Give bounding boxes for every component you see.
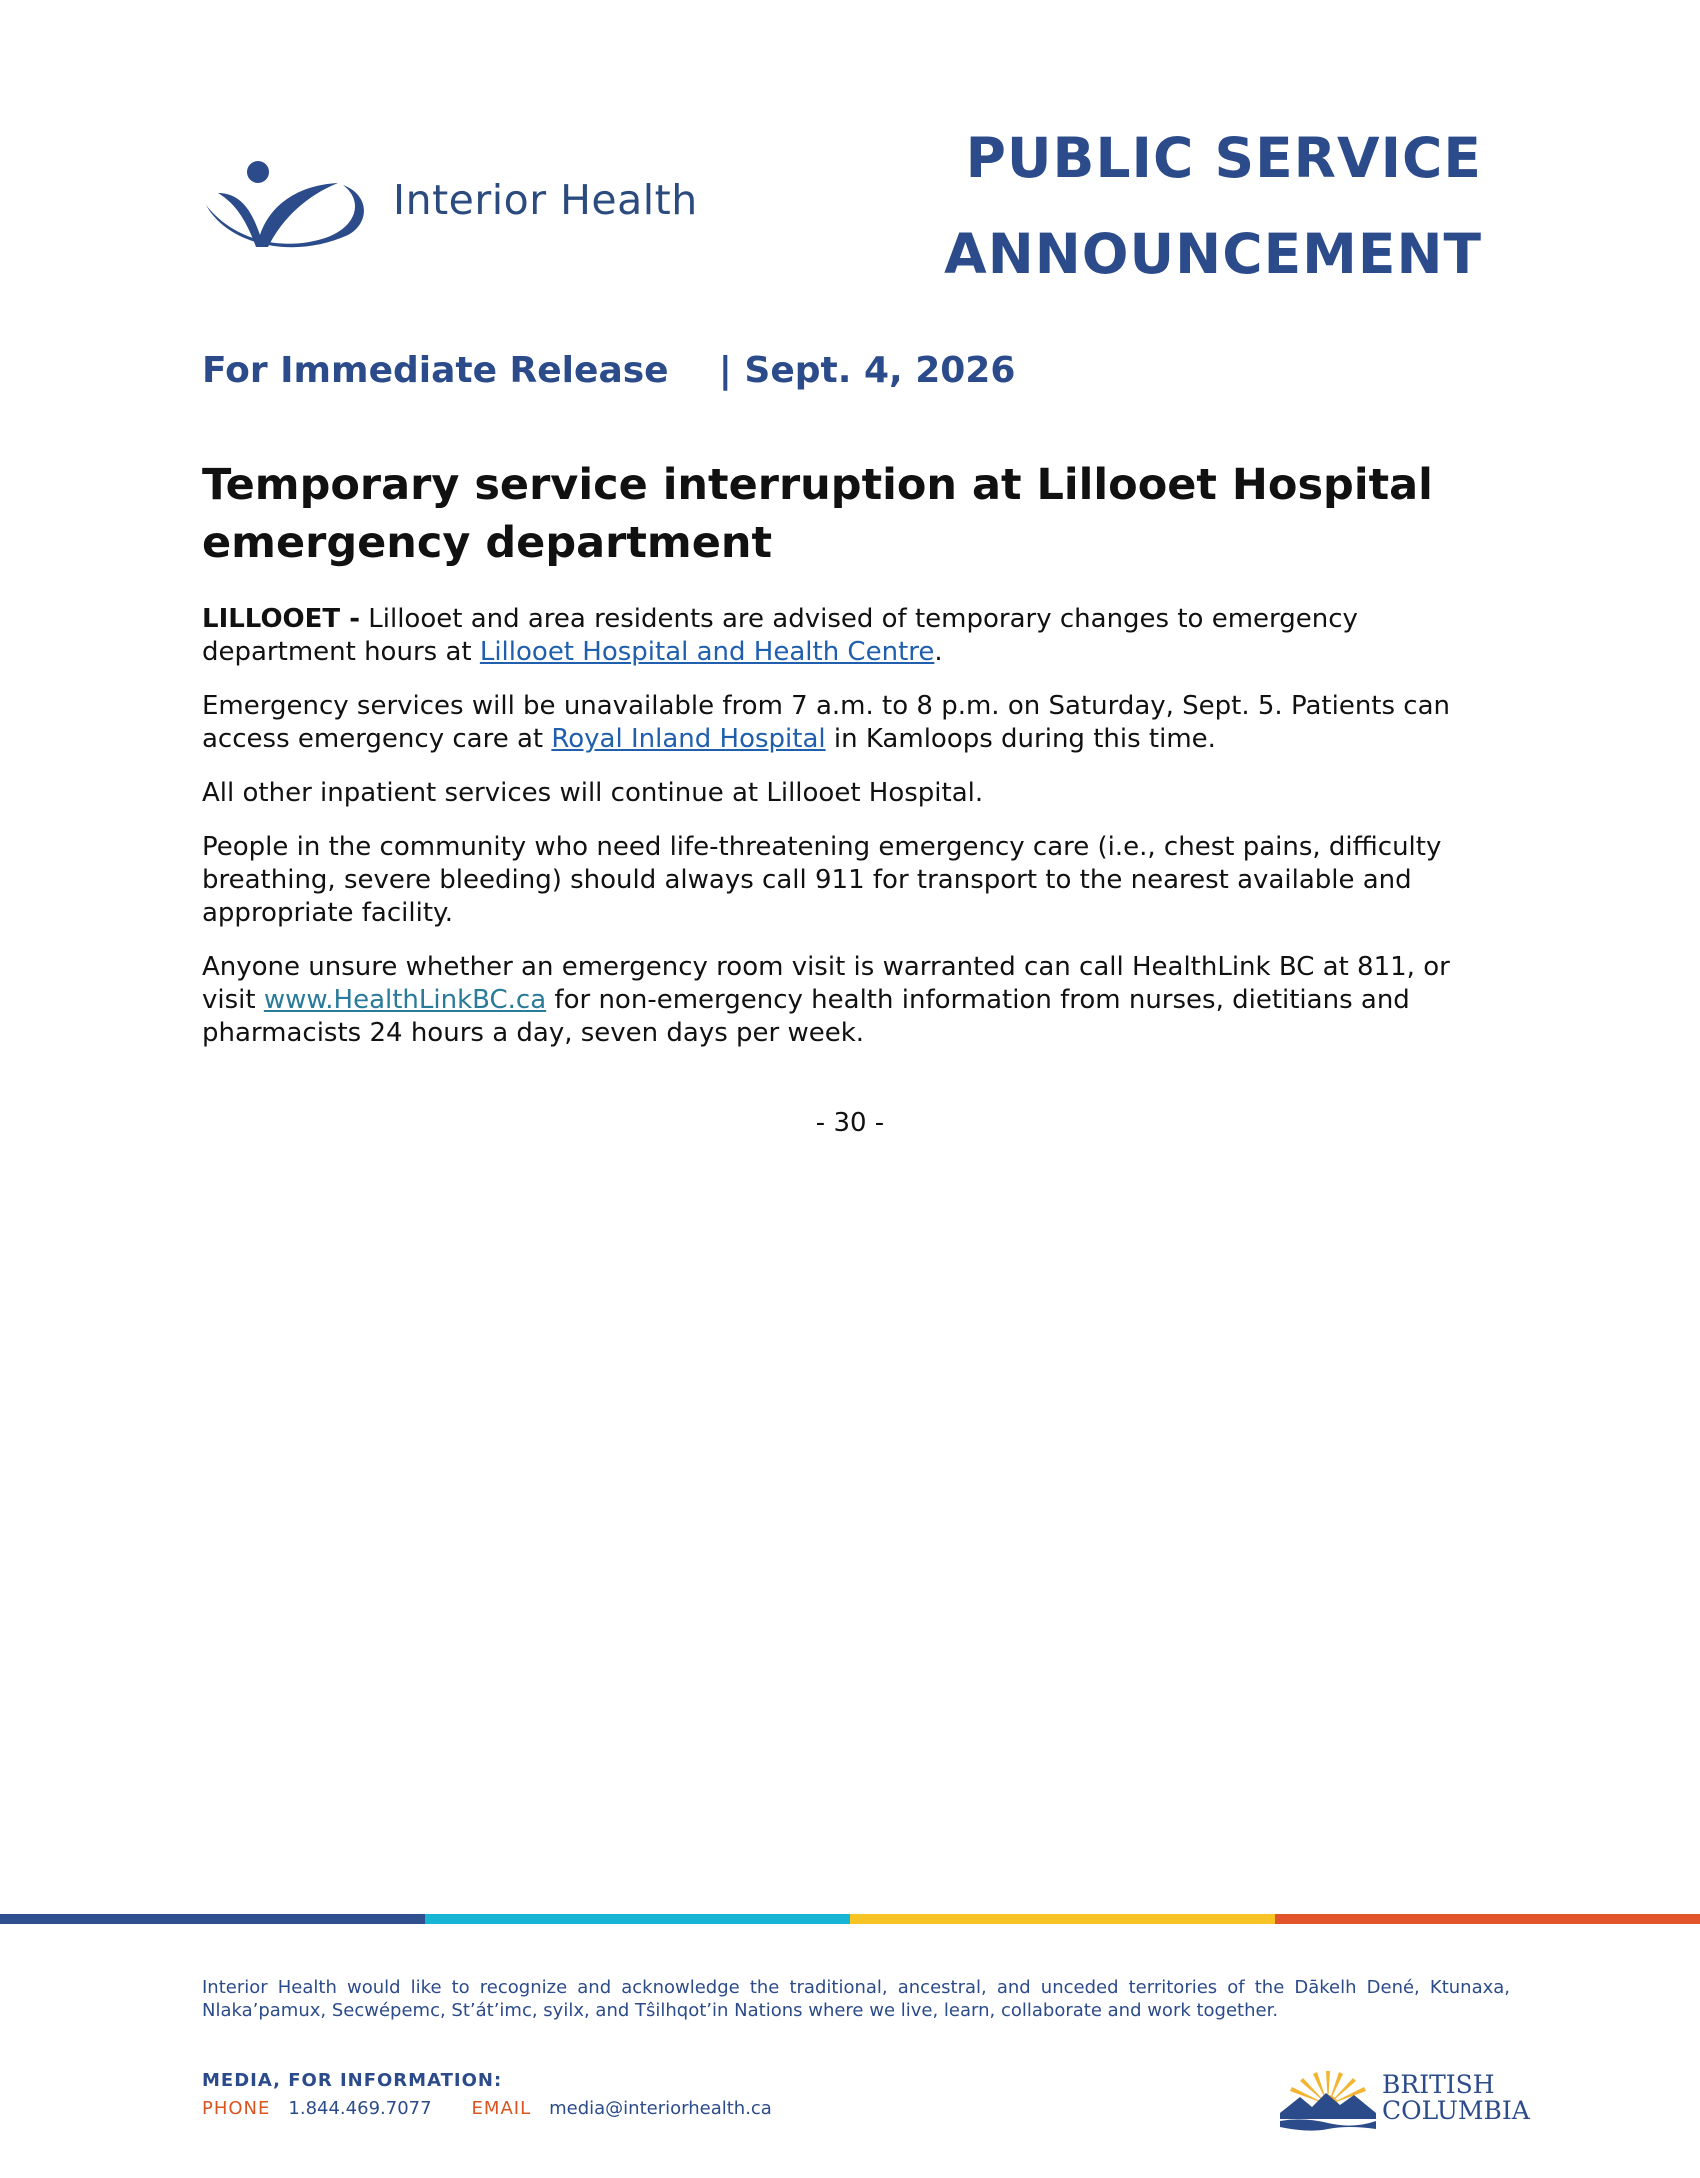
lillooet-hospital-link[interactable]: Lillooet Hospital and Health Centre (479, 637, 935, 667)
stripe-cyan (425, 1914, 850, 1924)
bc-logo-line1: BRITISH (1382, 2070, 1495, 2099)
paragraph-1-text: Lillooet and area residents are advised of temporary changes to emergency department hours at (202, 604, 1358, 667)
paragraph-4: People in the community who need life-threatening emergency care (i.e., chest pains, difficulty breathing, severe bleeding) should always call 911 for transport to the nearest available and appropriate facility. (202, 832, 1442, 928)
paragraph-5-end: for non-emergency health information from nurses, dietitians and pharmacists 24 hours a day, seven days per week. (202, 985, 1410, 1048)
stripe-orange (1275, 1914, 1700, 1924)
logo-org-name: Interior Health (393, 176, 698, 224)
media-contact-line (202, 2098, 772, 2119)
article-body (202, 603, 1502, 1071)
email-label: EMAIL (471, 2098, 532, 2119)
headline (202, 456, 1502, 572)
paragraph-1 (202, 603, 1502, 669)
dateline: LILLOOET - (202, 604, 360, 634)
paragraph-2 (202, 690, 1502, 756)
media-contact-label: MEDIA, FOR INFORMATION: (202, 2070, 503, 2091)
announcement-title-line2: ANNOUNCEMENT (944, 222, 1482, 286)
paragraph-2-text: Emergency services will be unavailable from 7 a.m. to 8 p.m. on Saturday, Sept. 5. Patients can access emergency care at (202, 691, 1451, 754)
bc-sun-mountain-icon (1278, 2063, 1378, 2133)
release-date: Sept. 4, 2026 (744, 350, 1016, 391)
end-mark: - 30 - (815, 1108, 885, 1138)
bc-logo-text (1382, 2072, 1530, 2124)
phone-number: 1.844.469.7077 (288, 2098, 432, 2119)
paragraph-1-end: . (934, 637, 943, 667)
healthlinkbc-link[interactable]: www.HealthLinkBC.ca (263, 985, 547, 1015)
phone-label: PHONE (202, 2098, 271, 2119)
release-separator: | (718, 350, 732, 391)
headline-line1: Temporary service interruption at Lillooet Hospital (202, 460, 1433, 510)
release-line (202, 350, 1015, 391)
land-acknowledgement: Interior Health would like to recognize and acknowledge the traditional, ancestral, and unceded territories of the Dākelh Dené, Ktunaxa, Nlaka’pamux, Secwépemc, St’át’imc, syilx, and Tŝilhqot’in Nations where we live, learn, collaborate and work together. (202, 1977, 1510, 2021)
royal-inland-hospital-link[interactable]: Royal Inland Hospital (551, 724, 826, 754)
paragraph-5 (202, 951, 1502, 1050)
release-label: For Immediate Release (202, 350, 669, 391)
headline-line2: emergency department (202, 518, 773, 568)
paragraph-3: All other inpatient services will continue at Lillooet Hospital. (202, 778, 984, 808)
color-stripe-divider (0, 1914, 1700, 1924)
announcement-title (944, 110, 1482, 302)
bc-logo-line2: COLUMBIA (1382, 2096, 1530, 2125)
interior-health-logo (198, 155, 698, 265)
british-columbia-logo (1278, 2058, 1538, 2138)
paragraph-2-end: in Kamloops during this time. (825, 724, 1216, 754)
email-address[interactable]: media@interiorhealth.ca (549, 2098, 772, 2119)
stripe-blue (0, 1914, 425, 1924)
announcement-title-line1: PUBLIC SERVICE (965, 126, 1482, 190)
paragraph-5-text: Anyone unsure whether an emergency room visit is warranted can call HealthLink BC at 811, or visit (202, 952, 1450, 1015)
interior-health-emblem-icon (198, 155, 373, 265)
stripe-yellow (850, 1914, 1275, 1924)
